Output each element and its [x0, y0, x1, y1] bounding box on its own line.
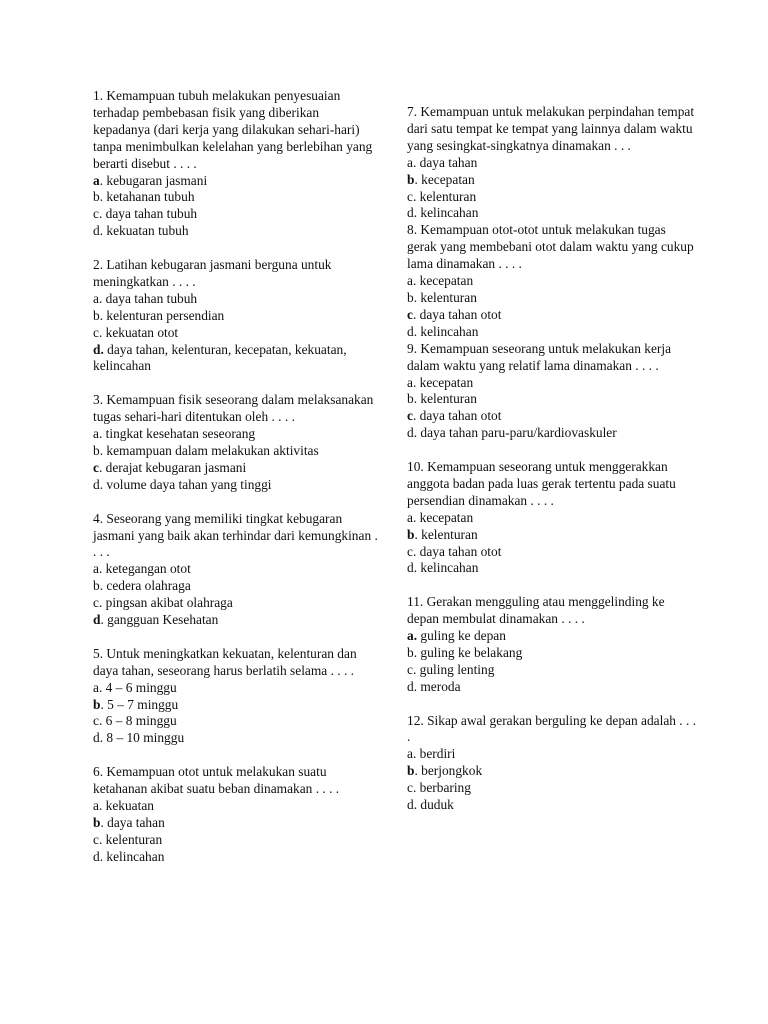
option-text: kelenturan persendian	[103, 307, 225, 323]
option-text: guling ke depan	[417, 628, 506, 644]
answer-option	[93, 561, 378, 578]
answer-option	[407, 290, 697, 307]
option-text: . kecepatan	[414, 171, 475, 187]
question-text: 3. Kemampuan fisik seseorang dalam melaksanakan tugas sehari-hari ditentukan oleh . . . .	[93, 392, 374, 425]
option-letter: a.	[93, 797, 103, 813]
option-letter: b	[93, 814, 101, 830]
option-letter: b.	[93, 443, 104, 458]
question-5	[93, 646, 378, 747]
answer-option	[93, 308, 378, 325]
question-text: 5. Untuk meningkatkan kekuatan, kelenturan dan daya tahan, seseorang harus berlatih selama . . . .	[93, 645, 357, 678]
question-text: 12. Sikap awal gerakan berguling ke depan adalah . . . .	[407, 712, 697, 745]
option-letter: c.	[407, 661, 417, 677]
option-text: kelenturan	[417, 289, 477, 305]
answer-option	[93, 206, 378, 223]
option-text: kekuatan tubuh	[103, 223, 189, 239]
option-text: daya tahan, kelenturan, kecepatan, kekuatan, kelincahan	[93, 341, 347, 374]
option-text: kelincahan	[103, 848, 165, 864]
answer-option	[93, 612, 378, 629]
option-text: kemampuan dalam melakukan aktivitas	[103, 443, 319, 458]
question-text: 1. Kemampuan tubuh melakukan penyesuaian terhadap pembebasan fisik yang diberikan kepadanya (dari kerja yang dilakukan sehari-hari) tanpa menimbulkan kelelahan yang berlebihan yang berarti disebut . . . .	[93, 88, 373, 171]
answer-option	[407, 560, 697, 577]
option-text: 8 – 10 minggu	[103, 730, 185, 746]
answer-option	[93, 477, 378, 494]
answer-option	[407, 527, 697, 544]
question-4	[93, 511, 378, 629]
option-text: . berjongkok	[414, 763, 483, 779]
option-text: . daya tahan	[100, 814, 165, 830]
answer-option	[407, 324, 697, 341]
answer-option	[93, 426, 378, 443]
option-letter: d.	[93, 341, 104, 357]
option-letter: b.	[407, 391, 418, 407]
option-letter: a.	[93, 290, 103, 306]
question-text: 8. Kemampuan otot-otot untuk melakukan tugas gerak yang membebani otot dalam waktu yang cukup lama dinamakan . . . .	[407, 222, 694, 272]
option-letter: d.	[407, 205, 418, 221]
option-letter: a.	[407, 509, 417, 525]
option-letter: a.	[407, 374, 417, 390]
option-letter: a.	[407, 628, 418, 644]
option-text: pingsan akibat olahraga	[102, 595, 233, 611]
question-text: 10. Kemampuan seseorang untuk menggerakkan anggota badan pada luas gerak tertentu pada suatu persendian dinamakan . . . .	[407, 459, 676, 508]
question-10	[407, 459, 697, 577]
option-text: daya tahan otot	[416, 543, 502, 559]
option-letter: c.	[407, 543, 417, 559]
option-letter: b.	[93, 307, 104, 323]
option-letter: c	[93, 459, 99, 475]
option-text: . 5 – 7 minggu	[100, 696, 179, 712]
answer-option	[407, 307, 697, 324]
answer-option	[407, 780, 697, 797]
option-text: kelenturan	[102, 831, 163, 847]
answer-option	[93, 443, 378, 460]
option-letter: a.	[407, 746, 417, 762]
answer-option	[93, 730, 378, 747]
option-text: . derajat kebugaran jasmani	[98, 459, 247, 475]
option-letter: d.	[93, 476, 104, 492]
option-letter: c.	[93, 831, 103, 847]
option-letter: b	[407, 171, 415, 187]
option-text: kecepatan	[416, 509, 474, 525]
option-text: duduk	[417, 797, 454, 813]
option-text: ketegangan otot	[102, 561, 191, 577]
option-letter: b	[93, 696, 101, 712]
option-text: . daya tahan otot	[412, 408, 502, 424]
question-text: 9. Kemampuan seseorang untuk melakukan kerja dalam waktu yang relatif lama dinamakan . . . .	[407, 340, 672, 373]
option-letter: b.	[93, 189, 104, 205]
option-text: kelenturan	[417, 391, 477, 407]
option-letter: b.	[407, 644, 418, 660]
answer-option	[407, 172, 697, 189]
option-letter: d.	[407, 560, 418, 576]
option-text: kelincahan	[417, 205, 479, 221]
option-text: berbaring	[416, 780, 471, 796]
option-letter: a.	[407, 154, 417, 170]
option-letter: a.	[93, 679, 103, 695]
option-text: kekuatan	[102, 797, 154, 813]
option-letter: d	[93, 612, 101, 628]
answer-option	[407, 375, 697, 392]
answer-option	[93, 342, 378, 376]
option-text: meroda	[417, 678, 461, 694]
option-text: daya tahan	[416, 154, 478, 170]
option-text: . kelenturan	[414, 526, 478, 542]
answer-option	[93, 325, 378, 342]
option-text: kecepatan	[416, 273, 474, 289]
answer-option	[407, 391, 697, 408]
option-letter: a.	[93, 561, 103, 577]
question-9	[407, 341, 697, 442]
question-8	[407, 222, 697, 340]
option-letter: d.	[93, 730, 104, 746]
option-letter: c	[407, 306, 413, 322]
option-letter: c.	[93, 206, 103, 222]
option-letter: d.	[407, 797, 418, 813]
question-7	[407, 104, 697, 222]
option-text: kecepatan	[416, 374, 474, 390]
option-text: cedera olahraga	[103, 578, 191, 594]
option-letter: a.	[407, 273, 417, 289]
question-text: 6. Kemampuan otot untuk melakukan suatu ketahanan akibat suatu beban dinamakan . . . .	[93, 764, 340, 797]
option-letter: b.	[407, 289, 418, 305]
option-text: daya tahan tubuh	[102, 290, 198, 306]
option-letter: c.	[93, 713, 103, 729]
option-letter: c.	[407, 780, 417, 796]
option-letter: c	[407, 408, 413, 424]
answer-option	[407, 510, 697, 527]
option-text: volume daya tahan yang tinggi	[103, 476, 272, 492]
right-column	[407, 104, 697, 831]
option-text: guling ke belakang	[417, 644, 523, 660]
question-11	[407, 594, 697, 695]
option-text: berdiri	[416, 746, 456, 762]
answer-option	[407, 408, 697, 425]
option-text: ketahanan tubuh	[103, 189, 195, 205]
option-text: kekuatan otot	[102, 324, 179, 340]
question-6	[93, 764, 378, 865]
option-letter: c.	[407, 188, 417, 204]
answer-option	[93, 815, 378, 832]
option-letter: a	[93, 172, 100, 188]
answer-option	[93, 189, 378, 206]
option-letter: c.	[93, 324, 103, 340]
answer-option	[407, 189, 697, 206]
answer-option	[93, 578, 378, 595]
question-12	[407, 713, 697, 814]
option-text: . gangguan Kesehatan	[100, 612, 219, 628]
answer-option	[93, 173, 378, 190]
answer-option	[407, 746, 697, 763]
option-text: kelincahan	[417, 560, 479, 576]
option-letter: a.	[93, 426, 103, 442]
option-text: . kebugaran jasmani	[99, 172, 208, 188]
question-2	[93, 257, 378, 375]
answer-option	[407, 679, 697, 696]
answer-option	[93, 849, 378, 866]
answer-option	[407, 628, 697, 645]
answer-option	[407, 205, 697, 222]
answer-option	[407, 425, 697, 442]
option-letter: b	[407, 526, 415, 542]
answer-option	[407, 797, 697, 814]
option-letter: d.	[93, 223, 104, 239]
question-text: 2. Latihan kebugaran jasmani berguna untuk meningkatkan . . . .	[93, 257, 332, 289]
answer-option	[93, 713, 378, 730]
answer-option	[93, 697, 378, 714]
option-text: kelincahan	[417, 323, 479, 339]
option-text: daya tahan tubuh	[102, 206, 198, 222]
answer-option	[407, 155, 697, 172]
answer-option	[93, 223, 378, 240]
option-text: daya tahan paru-paru/kardiovaskuler	[417, 425, 617, 441]
option-text: . daya tahan otot	[412, 306, 502, 322]
answer-option	[407, 662, 697, 679]
answer-option	[93, 460, 378, 477]
option-letter: c.	[93, 595, 103, 611]
option-letter: b	[407, 763, 415, 779]
answer-option	[93, 798, 378, 815]
question-3	[93, 392, 378, 493]
answer-option	[93, 595, 378, 612]
answer-option	[93, 291, 378, 308]
option-letter: d.	[407, 425, 418, 441]
option-text: guling lenting	[416, 661, 495, 677]
question-text: 11. Gerakan mengguling atau menggelinding ke depan membulat dinamakan . . . .	[407, 594, 665, 627]
option-text: tingkat kesehatan seseorang	[102, 426, 256, 442]
question-text: 4. Seseorang yang memiliki tingkat kebugaran jasmani yang baik akan terhindar dari kemungkinan . . . .	[93, 510, 378, 560]
answer-option	[407, 544, 697, 561]
answer-option	[407, 273, 697, 290]
answer-option	[407, 645, 697, 662]
answer-option	[93, 680, 378, 697]
option-letter: b.	[93, 578, 104, 594]
option-letter: d.	[93, 848, 104, 864]
question-1	[93, 88, 378, 240]
option-letter: d.	[407, 678, 418, 694]
option-letter: d.	[407, 323, 418, 339]
question-text: 7. Kemampuan untuk melakukan perpindahan tempat dari satu tempat ke tempat yang lainnya dalam waktu yang sesingkat-singkatnya dinamakan . . .	[407, 104, 695, 153]
left-column	[93, 88, 378, 883]
option-text: kelenturan	[416, 188, 477, 204]
answer-option	[93, 832, 378, 849]
answer-option	[407, 763, 697, 780]
option-text: 4 – 6 minggu	[102, 679, 177, 695]
option-text: 6 – 8 minggu	[102, 713, 177, 729]
